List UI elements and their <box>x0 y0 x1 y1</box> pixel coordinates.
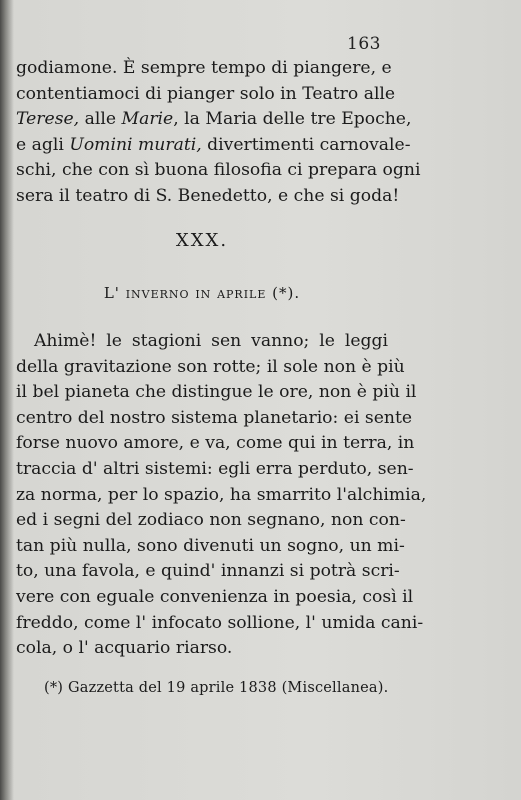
text-line: ed i segni del zodiaco non segnano, non con- <box>16 510 406 531</box>
chapter-title <box>16 284 388 302</box>
italic-title-marie: Marie <box>121 109 174 130</box>
text-line: traccia d' altri sistemi: egli erra perduto, sen- <box>16 458 414 479</box>
page-number: 163 <box>347 34 381 54</box>
text-fragment: , la Maria delle tre Epoche, <box>173 109 412 130</box>
italic-title-uomini-murati: Uomini murati, <box>69 134 202 155</box>
text-line-italic-mixed <box>16 107 412 133</box>
paragraph-1 <box>16 56 421 210</box>
text-fragment: e agli <box>16 134 70 155</box>
footnote: (*) Gazzetta del 19 aprile 1838 (Miscellanea). <box>44 680 389 696</box>
text-line-italic-mixed <box>16 133 411 159</box>
text-line: to, una favola, e quind' innanzi si potrà scri- <box>16 561 400 582</box>
footnote-reference: (*). <box>272 284 301 302</box>
text-line: forse nuovo amore, e va, come qui in terra, in <box>16 433 415 454</box>
text-line: godiamone. È sempre tempo di piangere, e <box>16 58 392 78</box>
paragraph-2 <box>16 329 427 662</box>
text-line: freddo, come l' infocato sollione, l' umida cani- <box>16 612 424 633</box>
text-line: centro del nostro sistema planetario: ei sente <box>16 407 413 428</box>
text-line: sera il teatro di S. Benedetto, e che si goda! <box>16 185 400 206</box>
text-line: tan più nulla, sono divenuti un sogno, un mi- <box>16 535 405 556</box>
text-line: za norma, per lo spazio, ha smarrito l'alchimia, <box>16 484 427 505</box>
text-line: il bel pianeta che distingue le ore, non è più il <box>16 382 417 403</box>
text-line: schi, che con sì buona filosofia ci prepara ogni <box>16 160 421 181</box>
italic-title-terese: Terese, <box>16 109 80 130</box>
text-line: contentiamoci di pianger solo in Teatro alle <box>16 83 396 104</box>
text-line: Ahimè! le stagioni sen vanno; le leggi <box>34 331 388 351</box>
text-fragment: alle <box>79 109 122 130</box>
chapter-number: XXX. <box>175 230 229 251</box>
chapter-title-text: L' inverno in aprile <box>103 284 267 302</box>
text-fragment: divertimenti carnovale- <box>201 134 411 155</box>
text-line: cola, o l' acquario riarso. <box>16 638 233 659</box>
text-line: della gravitazione son rotte; il sole non è più <box>16 356 405 377</box>
text-line: vere con eguale convenienza in poesia, così il <box>16 586 414 607</box>
